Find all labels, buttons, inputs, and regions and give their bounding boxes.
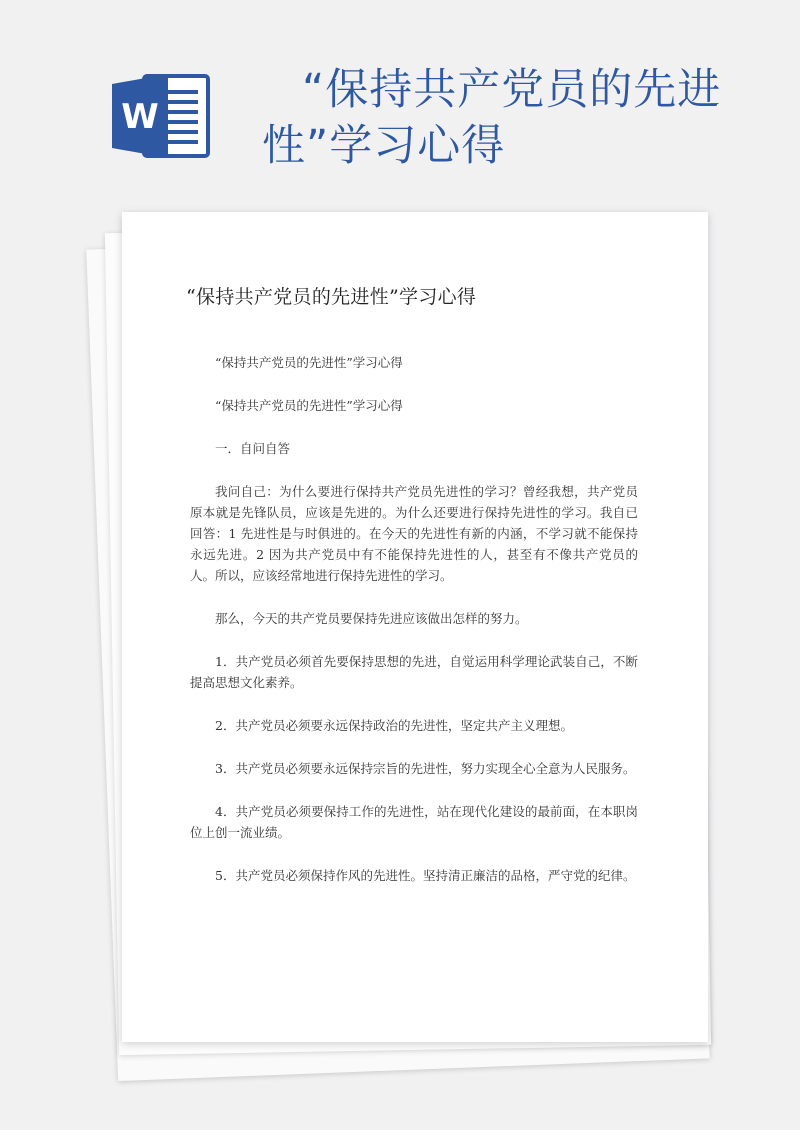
list-item: 1．共产党员必须首先要保持思想的先进，自觉运用科学理论武装自己，不断提高思想文化素养。 xyxy=(190,654,638,690)
word-document-icon xyxy=(110,72,212,160)
list-item: 4．共产党员必须要保持工作的先进性，站在现代化建设的最前面，在本职岗位上创一流业绩。 xyxy=(190,804,638,840)
paragraph: 那么，今天的共产党员要保持先进应该做出怎样的努力。 xyxy=(215,611,528,626)
list-item: 2．共产党员必须要永远保持政治的先进性，坚定共产主义理想。 xyxy=(215,718,573,733)
paragraph: “保持共产党员的先进性”学习心得 xyxy=(215,398,403,413)
svg-text:W: W xyxy=(121,97,159,137)
page-title: “保持共产党员的先进性”学习心得 xyxy=(262,65,722,171)
section-heading: 一．自问自答 xyxy=(215,441,291,456)
paragraph: 我问自己：为什么要进行保持共产党员先进性的学习？曾经我想，共产党员原本就是先锋队员，应该是先进的。为什么还要进行保持先进性的学习。我自已回答：1 先进性是与时俱进的。在今天的先进性有新的内涵，不学习就不能保持永远先进。2 因为共产党员中有不能保持先进性的人，甚至有不像共产党员的人。所以，应该经常地进行保持先进性的学习。 xyxy=(190,484,638,583)
list-item: 5．共产党员必须保持作风的先进性。坚持清正廉洁的品格，严守党的纪律。 xyxy=(215,868,636,883)
list-item: 3．共产党员必须要永远保持宗旨的先进性，努力实现全心全意为人民服务。 xyxy=(215,761,636,776)
document-body xyxy=(190,352,638,908)
document-heading: “保持共产党员的先进性”学习心得 xyxy=(186,286,477,308)
paragraph: “保持共产党员的先进性”学习心得 xyxy=(215,355,403,370)
